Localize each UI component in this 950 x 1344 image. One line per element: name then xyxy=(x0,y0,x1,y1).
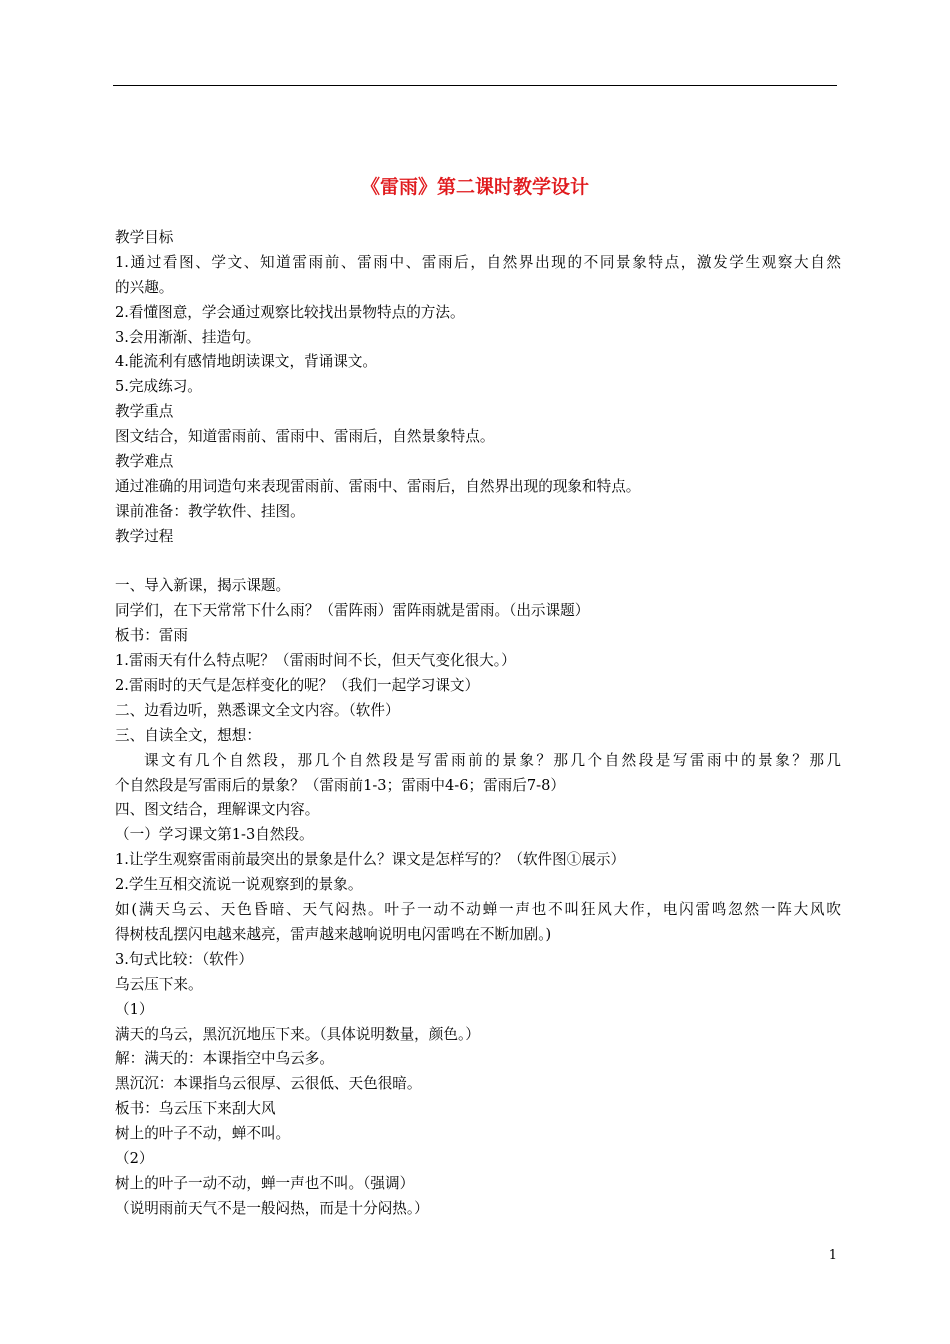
text-line: 3.会用渐渐、挂造句。 xyxy=(115,328,261,346)
header-rule xyxy=(113,85,837,86)
text-line: 教学过程 xyxy=(115,527,174,545)
text-line: 得树枝乱摆闪电越来越亮，雷声越来越响说明电闪雷鸣在不断加剧。) xyxy=(115,925,552,943)
document-title: 《雷雨》第二课时教学设计 xyxy=(360,176,589,198)
text-line: 4.能流利有感情地朗读课文，背诵课文。 xyxy=(115,353,378,371)
text-line: 课前准备：教学软件、挂图。 xyxy=(115,502,305,520)
text-line: 教学难点 xyxy=(115,453,174,471)
text-line: 二、边看边听，熟悉课文全文内容。（软件） xyxy=(115,701,400,719)
text-line: 个自然段是写雷雨后的景象？（雷雨前1-3；雷雨中4-6；雷雨后7-8） xyxy=(115,776,565,794)
text-line: 教学目标 xyxy=(115,229,174,246)
text-line: 2.学生互相交流说一说观察到的景象。 xyxy=(115,876,363,894)
text-line: 满天的乌云，黑沉沉地压下来。（具体说明数量，颜色。） xyxy=(115,1025,480,1043)
text-line: 树上的叶子一动不动，蝉一声也不叫。（强调） xyxy=(115,1174,415,1192)
text-line: 图文结合，知道雷雨前、雷雨中、雷雨后，自然景象特点。 xyxy=(115,428,495,446)
text-line: 1.雷雨天有什么特点呢？（雷雨时间不长，但天气变化很大。） xyxy=(115,652,516,670)
text-line: 三、自读全文，想想： xyxy=(115,726,261,744)
document-body xyxy=(115,226,841,1222)
text-line: 的兴趣。 xyxy=(115,278,174,296)
text-line: （1） xyxy=(115,1000,154,1018)
text-line: 板书：雷雨 xyxy=(115,627,188,645)
text-line: 3.句式比较：（软件） xyxy=(115,950,253,968)
text-line: （说明雨前天气不是一般闷热，而是十分闷热。） xyxy=(115,1199,429,1217)
text-line: 教学重点 xyxy=(115,403,174,421)
text-line: 解：满天的：本课指空中乌云多。 xyxy=(115,1050,334,1068)
text-line: 5.完成练习。 xyxy=(115,378,202,396)
text-line: 同学们，在下天常常下什么雨？（雷阵雨）雷阵雨就是雷雨。（出示课题） xyxy=(115,602,590,620)
text-line: （一）学习课文第1-3自然段。 xyxy=(115,826,314,844)
blank-line xyxy=(115,550,841,575)
page-number: 1 xyxy=(828,1248,837,1263)
text-line: 2.雷雨时的天气是怎样变化的呢？（我们一起学习课文） xyxy=(115,677,480,695)
text-line: 1.通过看图、学文、知道雷雨前、雷雨中、雷雨后，自然界出现的不同景象特点，激发学生观察大自然 xyxy=(115,253,841,271)
text-line: 乌云压下来。 xyxy=(115,975,203,993)
text-line: 四、图文结合，理解课文内容。 xyxy=(115,801,320,819)
text-line: 黑沉沉：本课指乌云很厚、云很低、天色很暗。 xyxy=(115,1075,422,1093)
text-line: 1.让学生观察雷雨前最突出的景象是什么？课文是怎样写的？（软件图①展示） xyxy=(115,851,626,869)
text-line: 课文有几个自然段，那几个自然段是写雷雨前的景象？那几个自然段是写雷雨中的景象？那几 xyxy=(144,751,841,769)
text-line: 板书：乌云压下来刮大风 xyxy=(115,1100,276,1118)
text-line: （2） xyxy=(115,1149,154,1167)
text-line: 树上的叶子不动，蝉不叫。 xyxy=(115,1125,291,1143)
text-line: 如(满天乌云、天色昏暗、天气闷热。叶子一动不动蝉一声也不叫狂风大作，电闪雷鸣忽然一阵大风吹 xyxy=(115,901,841,919)
text-line: 一、导入新课，揭示课题。 xyxy=(115,577,291,595)
text-line: 2.看懂图意，学会通过观察比较找出景物特点的方法。 xyxy=(115,303,465,321)
text-line: 通过准确的用词造句来表现雷雨前、雷雨中、雷雨后，自然界出现的现象和特点。 xyxy=(115,477,641,495)
